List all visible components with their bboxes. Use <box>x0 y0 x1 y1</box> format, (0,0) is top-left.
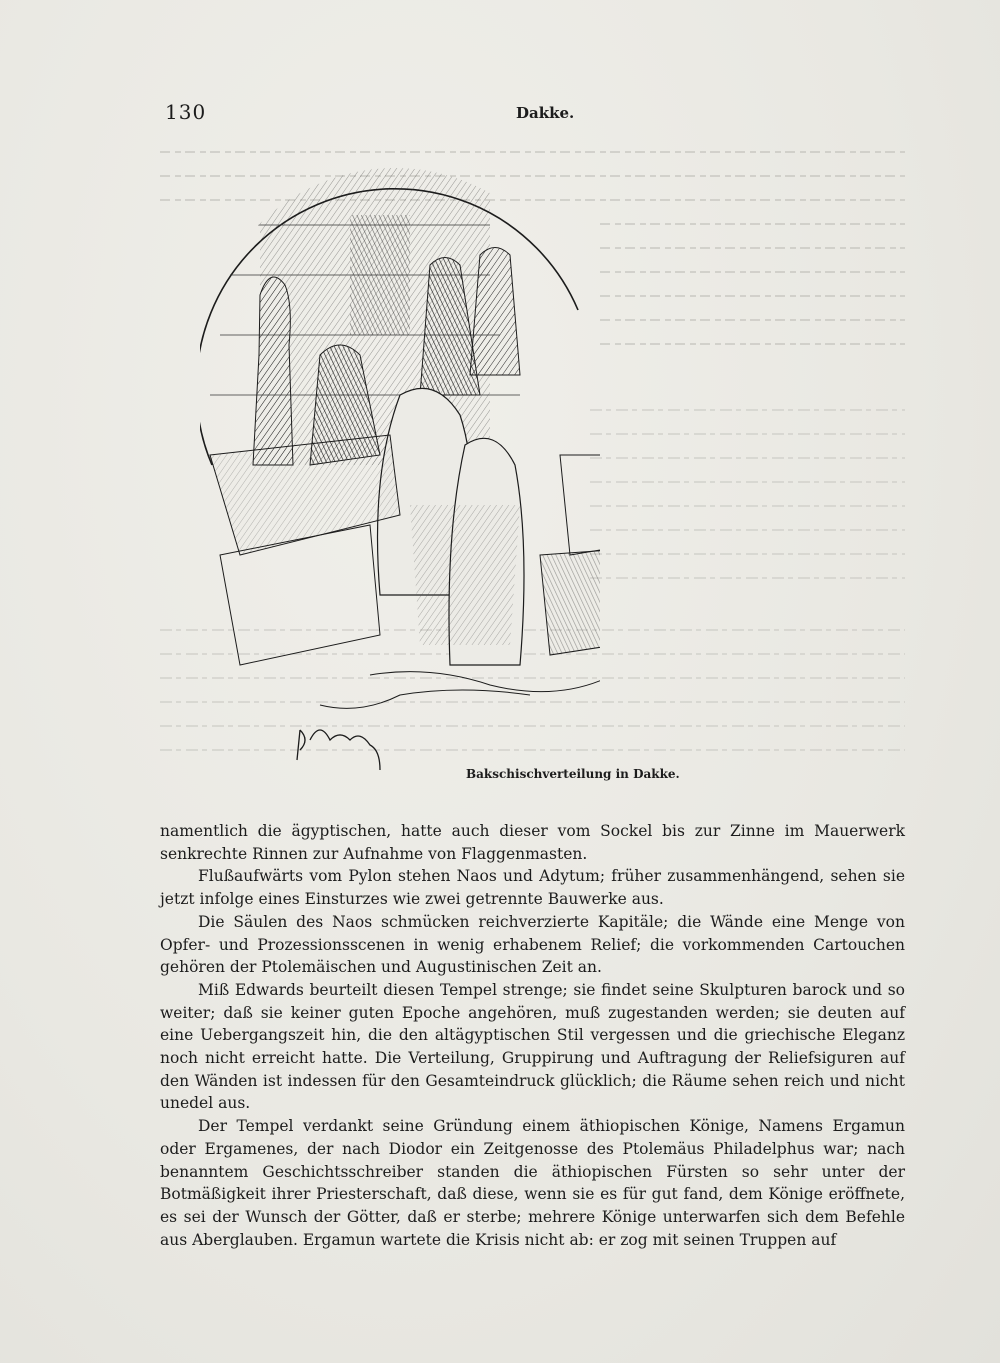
paragraph: Die Säulen des Naos schmücken reichverzierte Kapitäle; die Wände eine Menge von Opfer- und Prozessionsscenen in wenig erhabenem Relief; die vorkommenden Cartouchen gehören der Ptolemäischen und Augustinischen Zeit an. <box>160 912 905 977</box>
paragraph: Flußaufwärts vom Pylon stehen Naos und Adytum; früher zusammenhängend, sehen sie jetzt infolge eines Einsturzes wie zwei getrennte Bauwerke aus. <box>160 867 905 909</box>
running-head: Dakke. <box>516 104 575 122</box>
artist-signature <box>297 730 380 770</box>
body-text <box>160 820 905 1251</box>
illustration-caption: Bakschischverteilung in Dakke. <box>466 767 680 781</box>
page-number: 130 <box>165 100 207 124</box>
engraving-illustration <box>200 135 600 785</box>
paragraph: namentlich die ägyptischen, hatte auch dieser vom Sockel bis zur Zinne im Mauerwerk senkrechte Rinnen zur Aufnahme von Flaggenmasten. <box>160 822 905 863</box>
paragraph: Miß Edwards beurteilt diesen Tempel strenge; sie findet seine Skulpturen barock und so weiter; daß sie keiner guten Epoche angehören, muß zugestanden werden; sie deuten auf eine Uebergangszeit hin, die den altägyptischen Stil vergessen und die griechische Eleganz noch nicht erreicht hatte. Die Verteilung, Gruppirung und Auftragung der Reliefsiguren auf den Wänden ist indessen für den Gesamteindruck glücklich; die Räume sehen reich und nicht unedel aus. <box>160 980 905 1113</box>
paragraph: Der Tempel verdankt seine Gründung einem äthiopischen Könige, Namens Ergamun oder Ergamenes, der nach Diodor ein Zeitgenosse des Ptolemäus Philadelphus war; nach benanntem Geschichtsschreiber standen die äthiopischen Fürsten so sehr unter der Botmäßigkeit ihrer Priesterschaft, daß diese, wenn sie es für gut fand, dem Könige eröffnete, es sei der Wunsch der Götter, daß er sterbe; mehrere Könige unterwarfen sich dem Befehle aus Aberglauben. Ergamun wartete die Krisis nicht ab: er zog mit seinen Truppen auf <box>160 1117 905 1249</box>
